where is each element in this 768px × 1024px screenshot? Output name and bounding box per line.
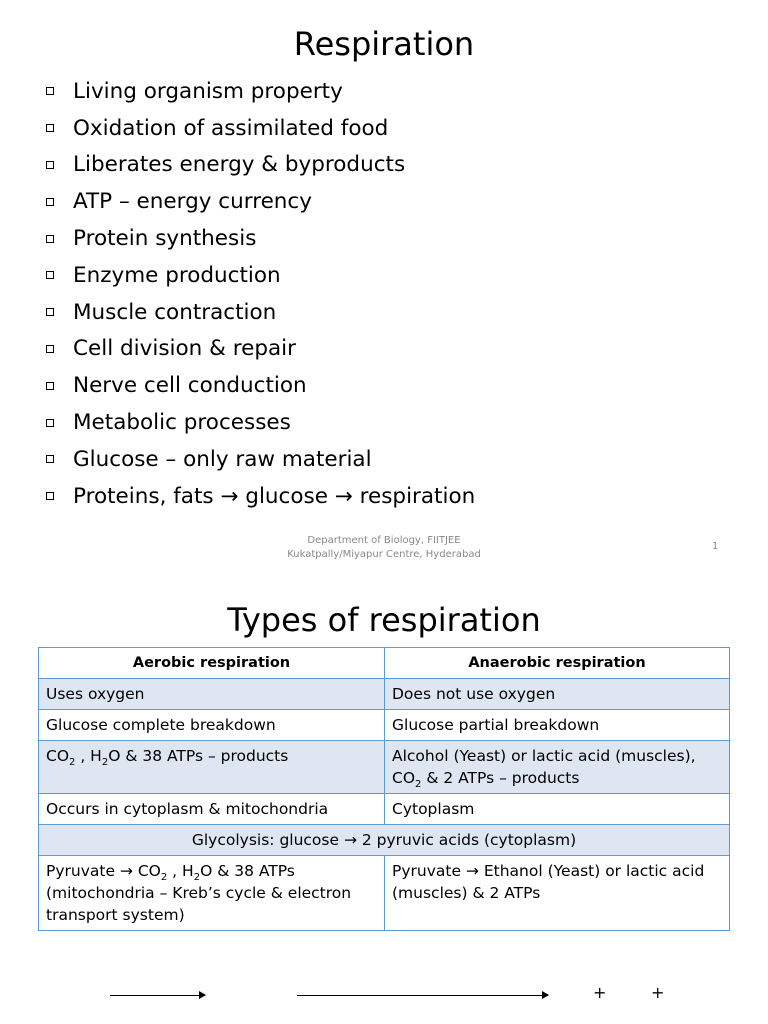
bullet-item: Muscle contraction [46, 294, 475, 331]
square-bullet-icon [46, 419, 54, 427]
bullet-item: Metabolic processes [46, 404, 475, 441]
cell-aerobic: Pyruvate → $CO_2$ , $H_2O$ & 38 ATPs (mitochondria – Kreb’s cycle & electron transport system) [39, 856, 385, 931]
bullet-item: Enzyme production [46, 257, 475, 294]
cell-aerobic: $CO_2$ , $H_2O$ & 38 ATPs – products [39, 741, 385, 794]
respiration-comparison-table [38, 647, 730, 931]
table-row [39, 794, 730, 825]
cell-glycolysis: Glycolysis: glucose → 2 pyruvic acids (cytoplasm) [39, 825, 730, 856]
table-row [39, 856, 730, 931]
footer-department: Department of Biology, FIITJEE [307, 535, 461, 546]
table-row [39, 710, 730, 741]
slide-title-types: Types of respiration [227, 601, 541, 639]
arrow-right-icon [110, 995, 205, 996]
square-bullet-icon [46, 124, 54, 132]
bullet-item: Proteins, fats → glucose → respiration [46, 478, 475, 515]
header-anaerobic: Anaerobic respiration [385, 648, 730, 679]
square-bullet-icon [46, 492, 54, 500]
page-number: 1 [712, 541, 719, 552]
square-bullet-icon [46, 345, 54, 353]
arrow-right-icon [297, 995, 548, 996]
reaction-arrows [0, 980, 768, 1010]
table-row [39, 679, 730, 710]
header-aerobic: Aerobic respiration [39, 648, 385, 679]
cell-anaerobic: Pyruvate → Ethanol (Yeast) or lactic acid (muscles) & 2 ATPs [385, 856, 730, 931]
square-bullet-icon [46, 271, 54, 279]
bullet-item: ATP – energy currency [46, 183, 475, 220]
slide-title: Respiration [293, 25, 475, 63]
cell-anaerobic: Cytoplasm [385, 794, 730, 825]
square-bullet-icon [46, 161, 54, 169]
bullet-item: Oxidation of assimilated food [46, 110, 475, 147]
square-bullet-icon [46, 198, 54, 206]
bullet-item: Cell division & repair [46, 331, 475, 368]
bullet-item: Liberates energy & byproducts [46, 147, 475, 184]
cell-anaerobic: Does not use oxygen [385, 679, 730, 710]
bullet-item: Protein synthesis [46, 220, 475, 257]
cell-anaerobic: Glucose partial breakdown [385, 710, 730, 741]
plus-sign: + [593, 983, 607, 1002]
bullet-item: Glucose – only raw material [46, 441, 475, 478]
slide-footer [0, 534, 768, 562]
cell-aerobic: Uses oxygen [39, 679, 385, 710]
table-row-glycolysis [39, 825, 730, 856]
square-bullet-icon [46, 235, 54, 243]
square-bullet-icon [46, 382, 54, 390]
square-bullet-icon [46, 87, 54, 95]
square-bullet-icon [46, 455, 54, 463]
cell-anaerobic: Alcohol (Yeast) or lactic acid (muscles), $CO_2$ & 2 ATPs – products [385, 741, 730, 794]
table-header-row [39, 648, 730, 679]
plus-sign: + [651, 983, 665, 1002]
footer-centre: Kukatpally/Miyapur Centre, Hyderabad [287, 549, 481, 560]
cell-aerobic: Glucose complete breakdown [39, 710, 385, 741]
bullet-item: Living organism property [46, 73, 475, 110]
table-row [39, 741, 730, 794]
bullet-list [46, 73, 475, 515]
bullet-item: Nerve cell conduction [46, 367, 475, 404]
cell-aerobic: Occurs in cytoplasm & mitochondria [39, 794, 385, 825]
square-bullet-icon [46, 308, 54, 316]
